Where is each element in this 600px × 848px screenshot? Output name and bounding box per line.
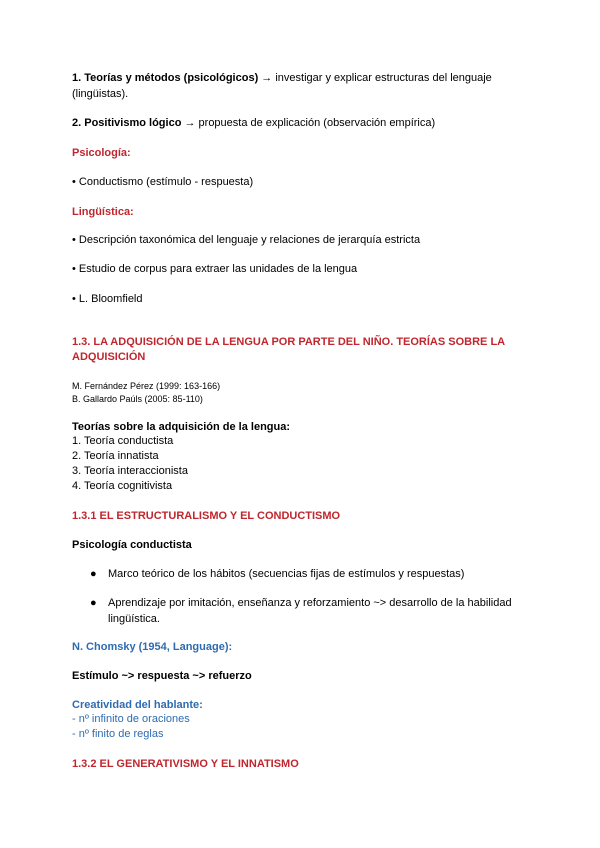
creatividad-item: - nº finito de reglas <box>72 728 164 740</box>
item-2-bold: 2. Positivismo lógico <box>72 117 182 129</box>
psicologia-bullet: • Conductismo (estímulo - respuesta) <box>72 176 254 188</box>
theory-item: 4. Teoría cognitivista <box>72 480 173 492</box>
theory-item: 2. Teoría innatista <box>72 450 159 462</box>
psicologia-heading: Psicología: <box>72 147 131 159</box>
psicologia-conductista-heading: Psicología conductista <box>72 539 192 551</box>
item-1-bold: 1. Teorías y métodos (psicológicos) <box>72 72 259 84</box>
theories-heading: Teorías sobre la adquisición de la lengua: <box>72 421 291 433</box>
list-item <box>90 595 530 627</box>
creatividad-heading: Creatividad del hablante: <box>72 699 203 711</box>
linguistica-bullet: • L. Bloomfield <box>72 293 143 305</box>
linguistica-bullet: • Estudio de corpus para extraer las unidades de la lengua <box>72 263 358 275</box>
item-1-line2: (lingüistas). <box>72 88 129 100</box>
list-item-text: Aprendizaje por imitación, enseñanza y reforzamiento ~> desarrollo de la habilidad lingüística. <box>108 597 512 625</box>
section-1-3-1-title: 1.3.1 EL ESTRUCTURALISMO Y EL CONDUCTISMO <box>72 510 341 522</box>
bullet-dot-icon: ● <box>90 597 97 609</box>
linguistica-heading: Lingüística: <box>72 206 134 218</box>
theory-item: 3. Teoría interaccionista <box>72 465 188 477</box>
bullet-dot-icon: ● <box>90 568 97 580</box>
section-1-3-title: 1.3. LA ADQUISICIÓN DE LA LENGUA POR PARTE DEL NIÑO. TEORÍAS SOBRE LA <box>72 336 506 348</box>
list-item <box>90 566 530 582</box>
item-2 <box>72 116 435 131</box>
reference: B. Gallardo Paúls (2005: 85-110) <box>72 394 203 404</box>
section-1-3-2-title: 1.3.2 EL GENERATIVISMO Y EL INNATISMO <box>72 758 299 770</box>
formula: Estímulo ~> respuesta ~> refuerzo <box>72 670 252 682</box>
item-1 <box>72 71 492 86</box>
creatividad-item: - nº infinito de oraciones <box>72 713 190 725</box>
chomsky-heading: N. Chomsky (1954, Language): <box>72 641 233 653</box>
reference: M. Fernández Pérez (1999: 163-166) <box>72 381 221 391</box>
linguistica-bullet: • Descripción taxonómica del lenguaje y relaciones de jerarquía estricta <box>72 234 421 246</box>
item-2-text: → propuesta de explicación (observación empírica) <box>181 117 436 129</box>
list-item-text: Marco teórico de los hábitos (secuencias fijas de estímulos y respuestas) <box>108 568 465 580</box>
section-1-3-title-line2: ADQUISICIÓN <box>72 351 146 363</box>
item-1-text: → investigar y explicar estructuras del lenguaje <box>258 72 492 84</box>
theory-item: 1. Teoría conductista <box>72 435 174 447</box>
